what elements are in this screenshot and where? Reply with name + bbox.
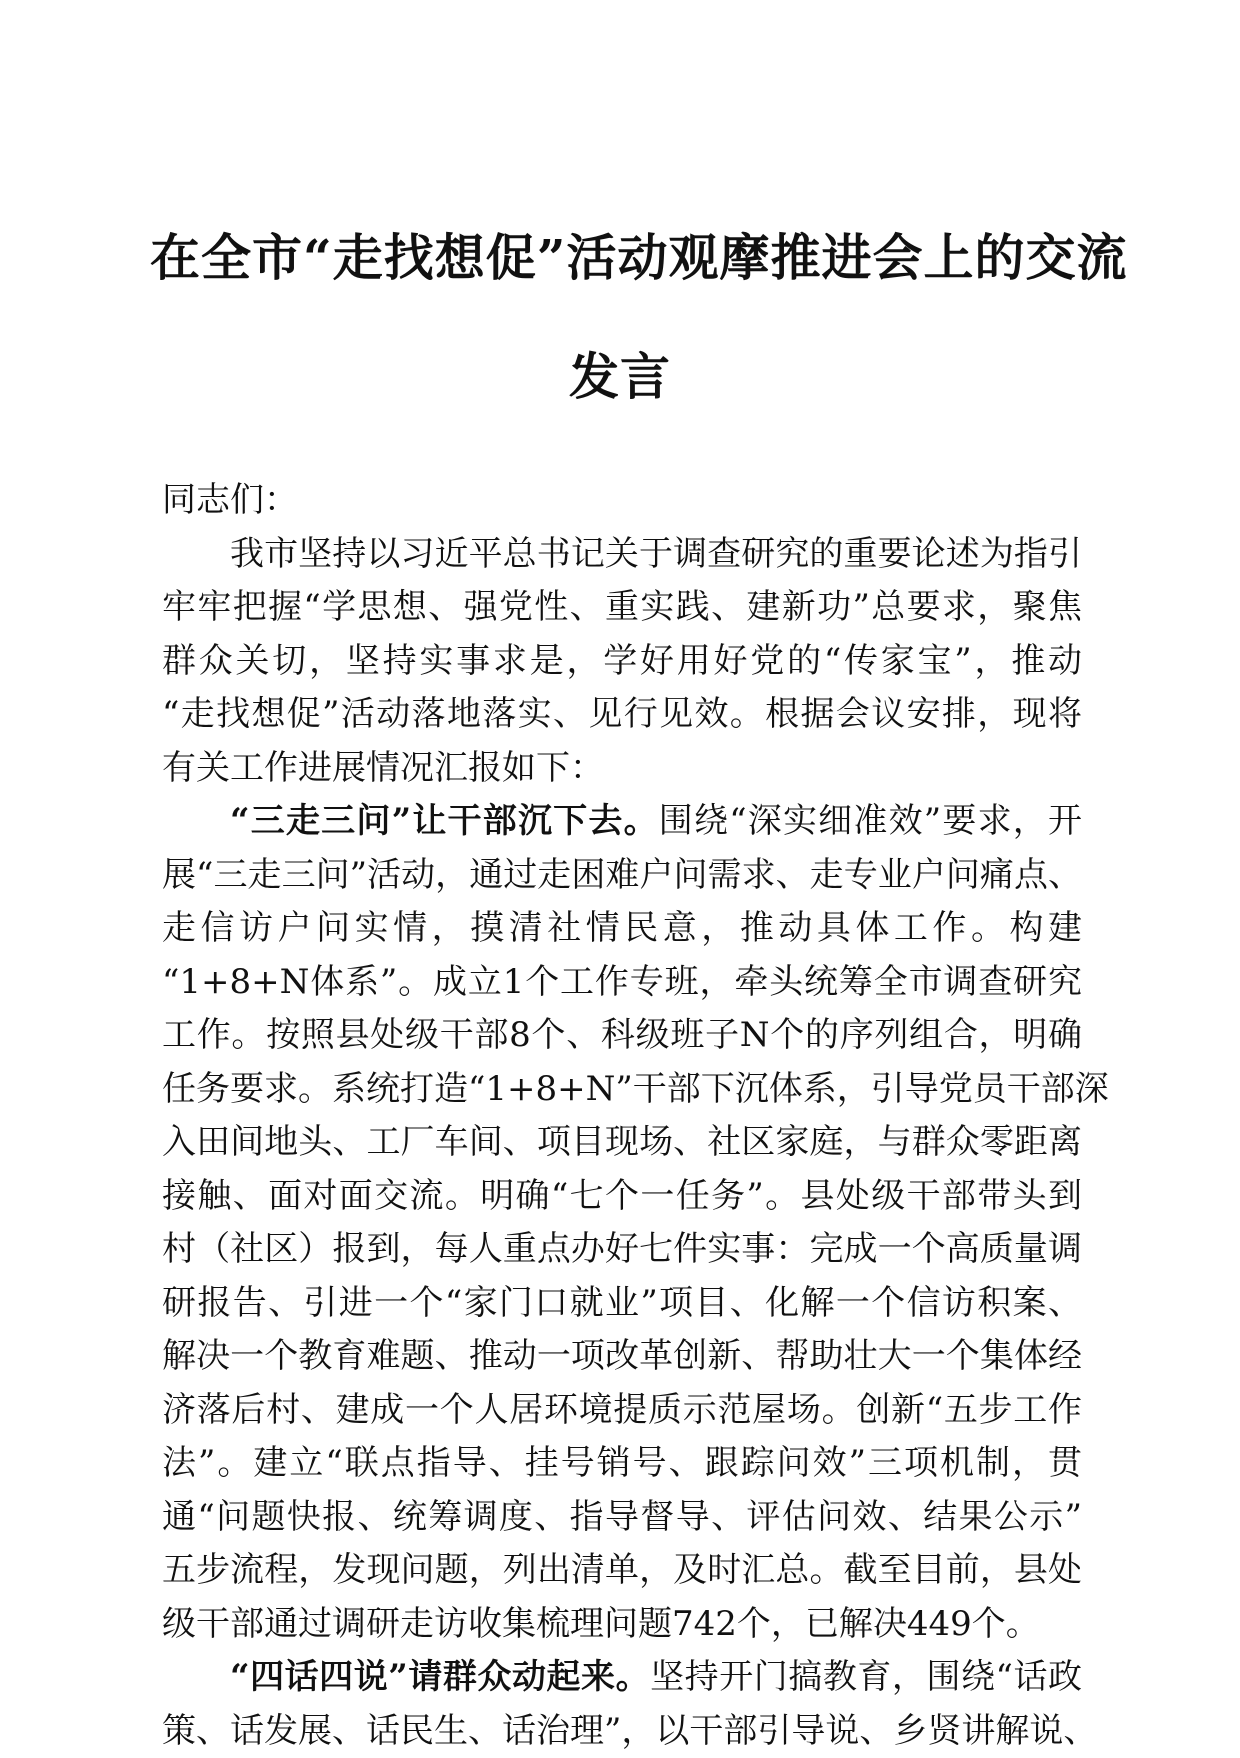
section-heading: “三走三问”让干部沉下去。 — [230, 801, 659, 841]
paragraph-line: 村（社区）报到，每人重点办好七件实事：完成一个高质量调 — [162, 1223, 1082, 1277]
paragraph-line: 接触、面对面交流。明确“七个一任务”。县处级干部带头到 — [162, 1170, 1082, 1224]
section-first-line — [162, 1651, 1082, 1705]
paragraph-line: 济落后村、建成一个人居环境提质示范屋场。创新“五步工作 — [162, 1384, 1082, 1438]
section-first-line-text: 坚持开门搞教育，围绕“话政 — [650, 1657, 1082, 1697]
paragraph-line: 级干部通过调研走访收集梳理问题742个，已解决449个。 — [162, 1598, 1082, 1652]
paragraph-line: 牢牢把握“学思想、强党性、重实践、建新功”总要求，聚焦 — [162, 581, 1082, 635]
paragraph-line: 策、话发展、话民生、话治理”，以干部引导说、乡贤讲解说、 — [162, 1705, 1082, 1758]
document-title-line-2: 发言 — [150, 347, 1090, 407]
paragraph-line: 群众关切，坚持实事求是，学好用好党的“传家宝”，推动 — [162, 635, 1082, 689]
paragraph-line: “1+8+N体系”。成立1个工作专班，牵头统筹全市调查研究 — [162, 956, 1082, 1010]
paragraph-line: 有关工作进展情况汇报如下： — [162, 742, 1082, 796]
paragraph-line: “走找想促”活动落地落实、见行见效。根据会议安排，现将 — [162, 688, 1082, 742]
paragraph-line: 五步流程，发现问题，列出清单，及时汇总。截至目前，县处 — [162, 1544, 1082, 1598]
paragraph-line: 法”。建立“联点指导、挂号销号、跟踪问效”三项机制，贯 — [162, 1437, 1082, 1491]
salutation: 同志们： — [162, 474, 1082, 528]
paragraph-line: 解决一个教育难题、推动一项改革创新、帮助壮大一个集体经 — [162, 1330, 1082, 1384]
section-first-line-text: 围绕“深实细准效”要求，开 — [659, 801, 1082, 841]
paragraph-line: 我市坚持以习近平总书记关于调查研究的重要论述为指引 — [162, 528, 1082, 582]
paragraph-line: 走信访户问实情，摸清社情民意，推动具体工作。构建 — [162, 902, 1082, 956]
section-first-line — [162, 795, 1082, 849]
paragraph-line: 任务要求。系统打造“1+8+N”干部下沉体系，引导党员干部深 — [162, 1063, 1082, 1117]
document-body — [162, 474, 1082, 1758]
paragraph-line: 研报告、引进一个“家门口就业”项目、化解一个信访积案、 — [162, 1277, 1082, 1331]
paragraph-line: 工作。按照县处级干部8个、科级班子N个的序列组合，明确 — [162, 1009, 1082, 1063]
section-heading: “四话四说”请群众动起来。 — [230, 1657, 650, 1697]
paragraph-line: 展“三走三问”活动，通过走困难户问需求、走专业户问痛点、 — [162, 849, 1082, 903]
paragraph-line: 通“问题快报、统筹调度、指导督导、评估问效、结果公示” — [162, 1491, 1082, 1545]
paragraph-line: 入田间地头、工厂车间、项目现场、社区家庭，与群众零距离 — [162, 1116, 1082, 1170]
document-title-line-1: 在全市“走找想促”活动观摩推进会上的交流 — [150, 228, 1090, 288]
